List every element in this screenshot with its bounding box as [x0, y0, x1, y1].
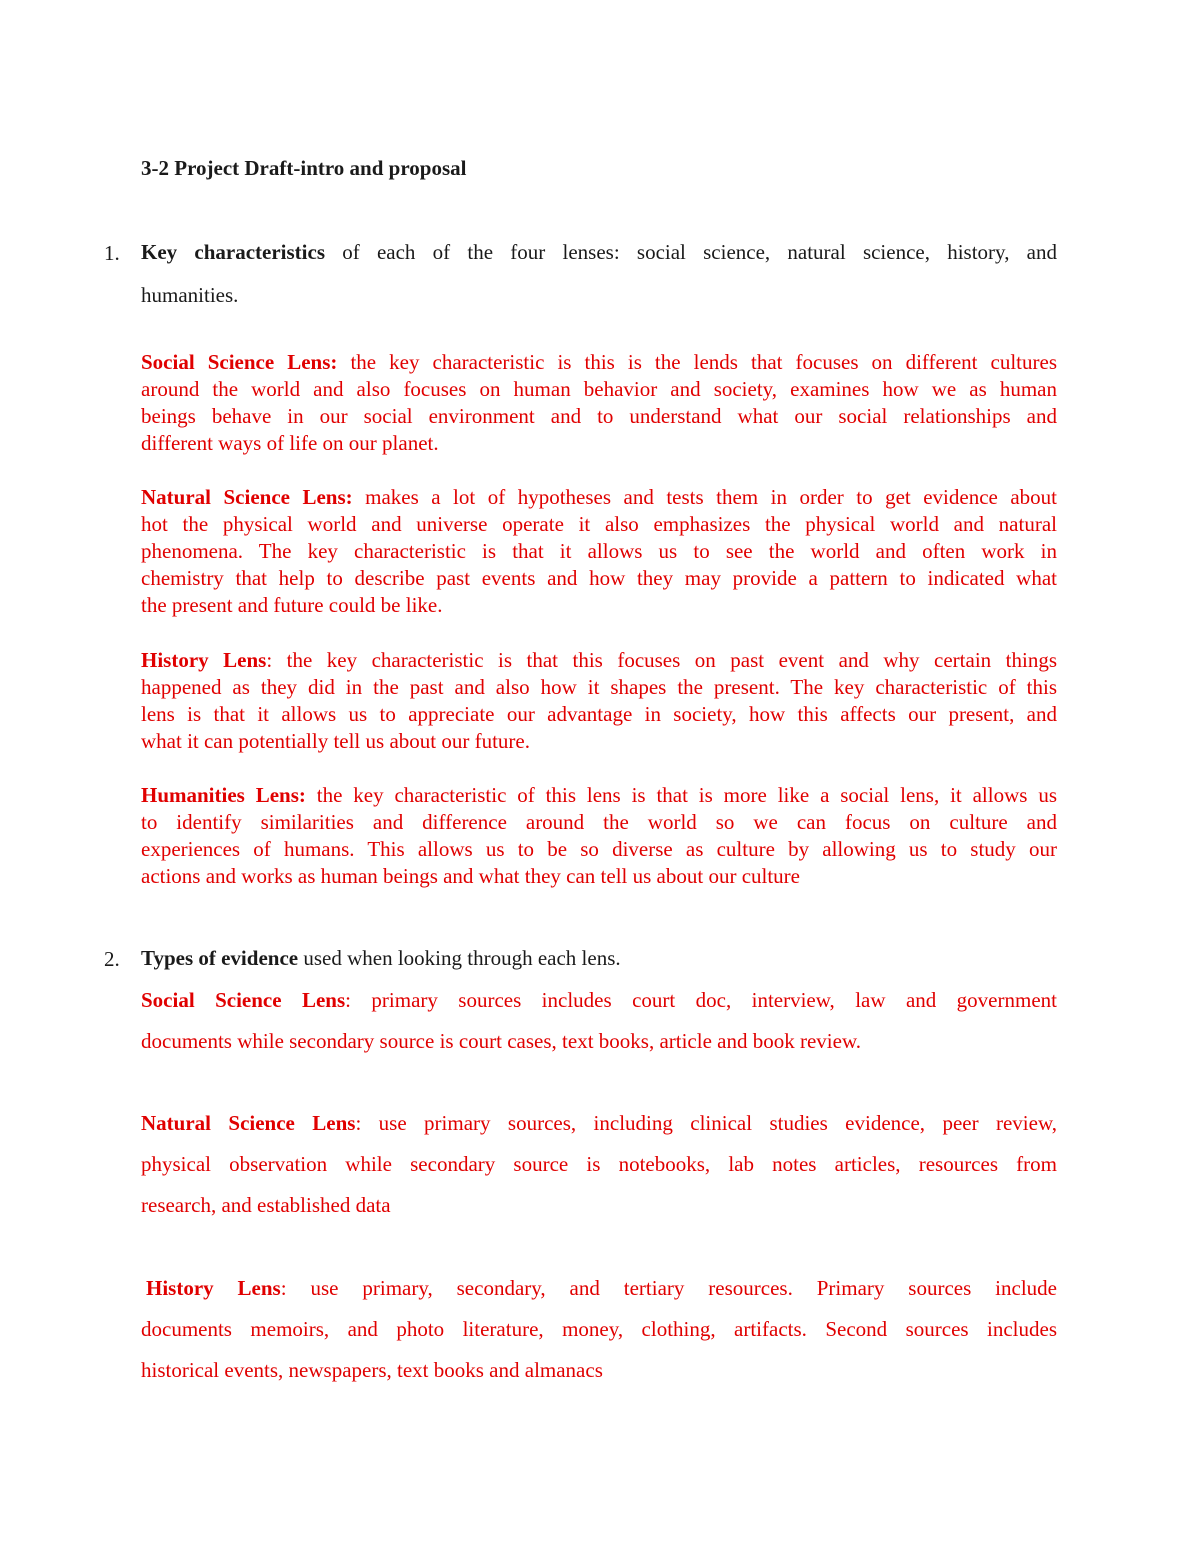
- humanities-label: Humanities Lens:: [141, 783, 306, 807]
- history-line-1: [141, 647, 1057, 673]
- ev-history-line-3: historical events, newspapers, text books and almanacs: [141, 1358, 603, 1382]
- natural-text-1: makes a lot of hypotheses and tests them in order to get evidence about: [352, 485, 1057, 509]
- natural-line-1: [141, 484, 1057, 510]
- ev-natural-label: Natural Science Lens: [141, 1111, 356, 1135]
- q1-line-2: humanities.: [141, 283, 239, 307]
- natural-line-4: chemistry that help to describe past events and how they may provide a pattern to indicated what: [141, 566, 1057, 590]
- ev-social-label: Social Science Lens: [141, 988, 346, 1012]
- humanities-line-4: actions and works as human beings and what they can tell us about our culture: [141, 864, 800, 888]
- history-text-1: : the key characteristic is that this focuses on past event and why certain things: [266, 648, 1057, 672]
- ev-social-line-1: [141, 987, 1057, 1013]
- history-line-4: what it can potentially tell us about our future.: [141, 729, 530, 753]
- ev-history-line-2: documents memoirs, and photo literature, money, clothing, artifacts. Second sources includes: [141, 1317, 1057, 1341]
- ev-history-label: History Lens: [146, 1276, 281, 1300]
- ev-history-text-1: : use primary, secondary, and tertiary resources. Primary sources include: [280, 1276, 1057, 1300]
- social-label: Social Science Lens:: [141, 350, 338, 374]
- ev-social-text-1: : primary sources includes court doc, interview, law and government: [345, 988, 1057, 1012]
- q1-heading: Key characteristics: [141, 240, 325, 264]
- ev-natural-text-1: : use primary sources, including clinical studies evidence, peer review,: [355, 1111, 1057, 1135]
- q2-heading: Types of evidence: [141, 946, 299, 970]
- document-title: 3-2 Project Draft-intro and proposal: [141, 156, 467, 180]
- ev-history-line-1: [146, 1275, 1057, 1301]
- humanities-line-1: [141, 782, 1057, 808]
- natural-line-2: hot the physical world and universe operate it also emphasizes the physical world and natural: [141, 512, 1057, 536]
- ev-natural-line-3: research, and established data: [141, 1193, 391, 1217]
- natural-label: Natural Science Lens:: [141, 485, 353, 509]
- history-label: History Lens: [141, 648, 267, 672]
- history-line-3: lens is that it allows us to appreciate our advantage in society, how this affects our present, and: [141, 702, 1057, 726]
- natural-line-5: the present and future could be like.: [141, 593, 443, 617]
- natural-line-3: phenomena. The key characteristic is that it allows us to see the world and often work in: [141, 539, 1057, 563]
- history-line-2: happened as they did in the past and also how it shapes the present. The key characteristic of this: [141, 675, 1057, 699]
- q1-text: of each of the four lenses: social science, natural science, history, and: [325, 240, 1057, 264]
- q2-line-1: [141, 945, 1057, 971]
- social-text-1: the key characteristic is this is the lends that focuses on different cultures: [337, 350, 1057, 374]
- ev-social-line-2: documents while secondary source is court cases, text books, article and book review.: [141, 1029, 861, 1053]
- ev-natural-line-1: [141, 1110, 1057, 1136]
- q2-text: used when looking through each lens.: [298, 946, 621, 970]
- item-number-1: 1.: [104, 241, 120, 265]
- humanities-text-1: the key characteristic of this lens is that is more like a social lens, it allows us: [305, 783, 1057, 807]
- item-number-2: 2.: [104, 947, 120, 971]
- q1-line-1: [141, 239, 1057, 265]
- humanities-line-2: to identify similarities and difference around the world so we can focus on culture and: [141, 810, 1057, 834]
- social-line-4: different ways of life on our planet.: [141, 431, 439, 455]
- social-line-1: [141, 349, 1057, 375]
- social-line-3: beings behave in our social environment and to understand what our social relationships and: [141, 404, 1057, 428]
- social-line-2: around the world and also focuses on human behavior and society, examines how we as human: [141, 377, 1057, 401]
- humanities-line-3: experiences of humans. This allows us to be so diverse as culture by allowing us to study our: [141, 837, 1057, 861]
- ev-natural-line-2: physical observation while secondary source is notebooks, lab notes articles, resources from: [141, 1152, 1057, 1176]
